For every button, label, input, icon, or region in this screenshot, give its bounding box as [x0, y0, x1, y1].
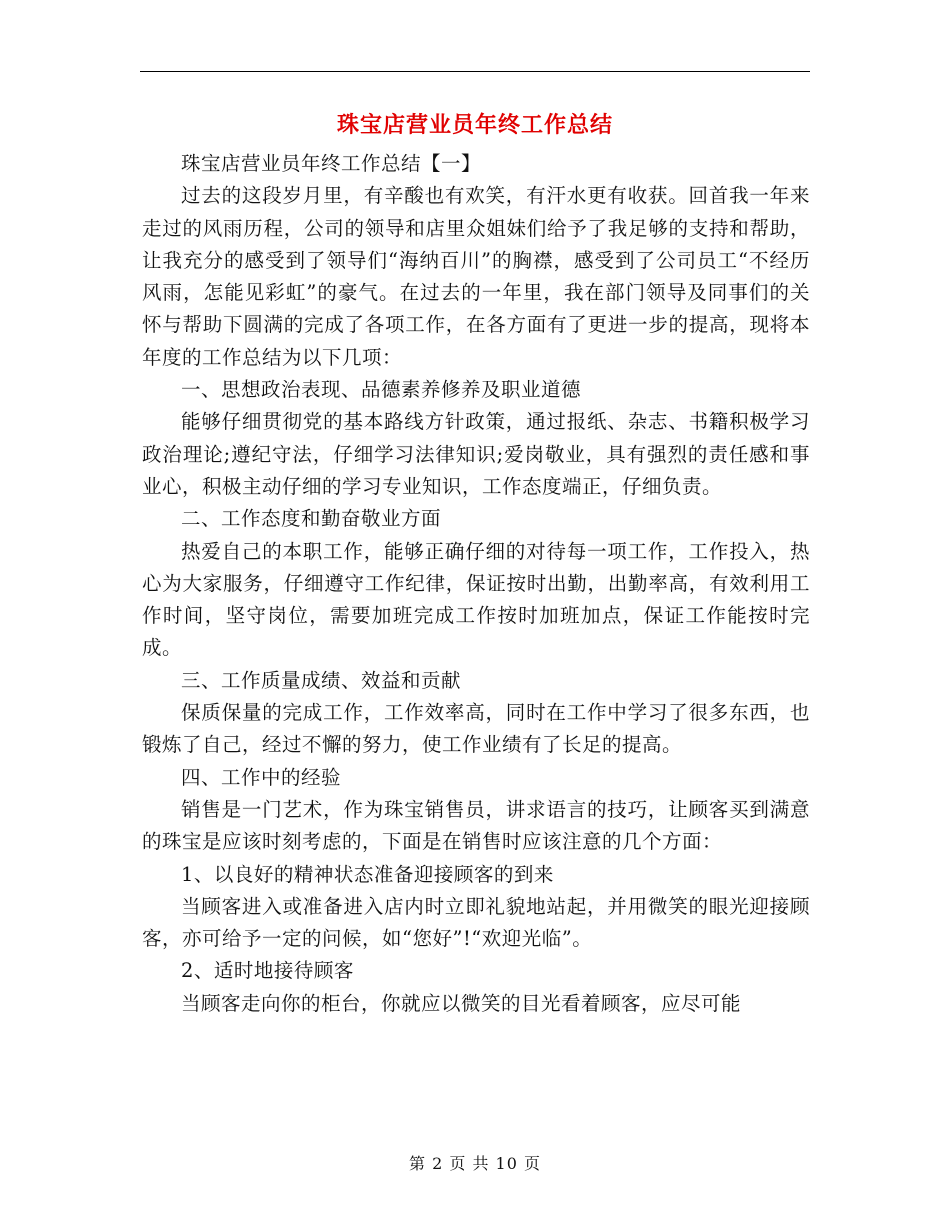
- list-heading: 2、适时地接待顾客: [181, 959, 354, 983]
- document-body: [142, 148, 810, 1020]
- paragraph: 过去的这段岁月里，有辛酸也有欢笑，有汗水更有收获。回首我一年来走过的风雨历程，公司的领导和店里众姐妹们给予了我足够的支持和帮助，让我充分的感受到了领导们“海纳百川”的胸襟，感受到了公司员工“不经历风雨，怎能见彩虹”的豪气。在过去的一年里，我在部门领导及同事们的关怀与帮助下圆满的完成了各项工作，在各方面有了更进一步的提高，现将本年度的工作总结为以下几项：: [142, 184, 810, 369]
- section-heading: 四、工作中的经验: [181, 765, 342, 789]
- paragraph: 保质保量的完成工作，工作效率高，同时在工作中学习了很多东西，也锻炼了自己，经过不懈的努力，使工作业绩有了长足的提高。: [142, 701, 810, 757]
- document-title: 珠宝店营业员年终工作总结: [336, 112, 613, 138]
- paragraph: 能够仔细贯彻党的基本路线方针政策，通过报纸、杂志、书籍积极学习政治理论;遵纪守法，仔细学习法律知识;爱岗敬业，具有强烈的责任感和事业心，积极主动仔细的学习专业知识，工作态度端正，仔细负责。: [142, 410, 810, 498]
- paragraph-subtitle: 珠宝店营业员年终工作总结【一】: [181, 152, 482, 175]
- paragraph: 当顾客进入或准备进入店内时立即礼貌地站起，并用微笑的眼光迎接顾客，亦可给予一定的问候，如“您好”!“欢迎光临”。: [142, 894, 810, 951]
- section-heading: 三、工作质量成绩、效益和贡献: [181, 668, 462, 692]
- paragraph: 销售是一门艺术，作为珠宝销售员，讲求语言的技巧，让顾客买到满意的珠宝是应该时刻考虑的，下面是在销售时应该注意的几个方面：: [142, 797, 810, 854]
- section-heading: 一、思想政治表现、品德素养修养及职业道德: [181, 378, 582, 402]
- section-heading: 二、工作态度和勤奋敬业方面: [181, 507, 442, 531]
- page-footer: 第 2 页 共 10 页: [409, 1154, 541, 1173]
- paragraph: 热爱自己的本职工作，能够正确仔细的对待每一项工作，工作投入，热心为大家服务，仔细遵守工作纪律，保证按时出勤，出勤率高，有效利用工作时间，坚守岗位，需要加班完成工作按时加班加点，保证工作能按时完成。: [142, 539, 810, 660]
- list-heading: 1、以良好的精神状态准备迎接顾客的到来: [181, 862, 554, 886]
- header-rule: [140, 71, 810, 72]
- paragraph: 当顾客走向你的柜台，你就应以微笑的目光看着顾客，应尽可能: [181, 991, 742, 1015]
